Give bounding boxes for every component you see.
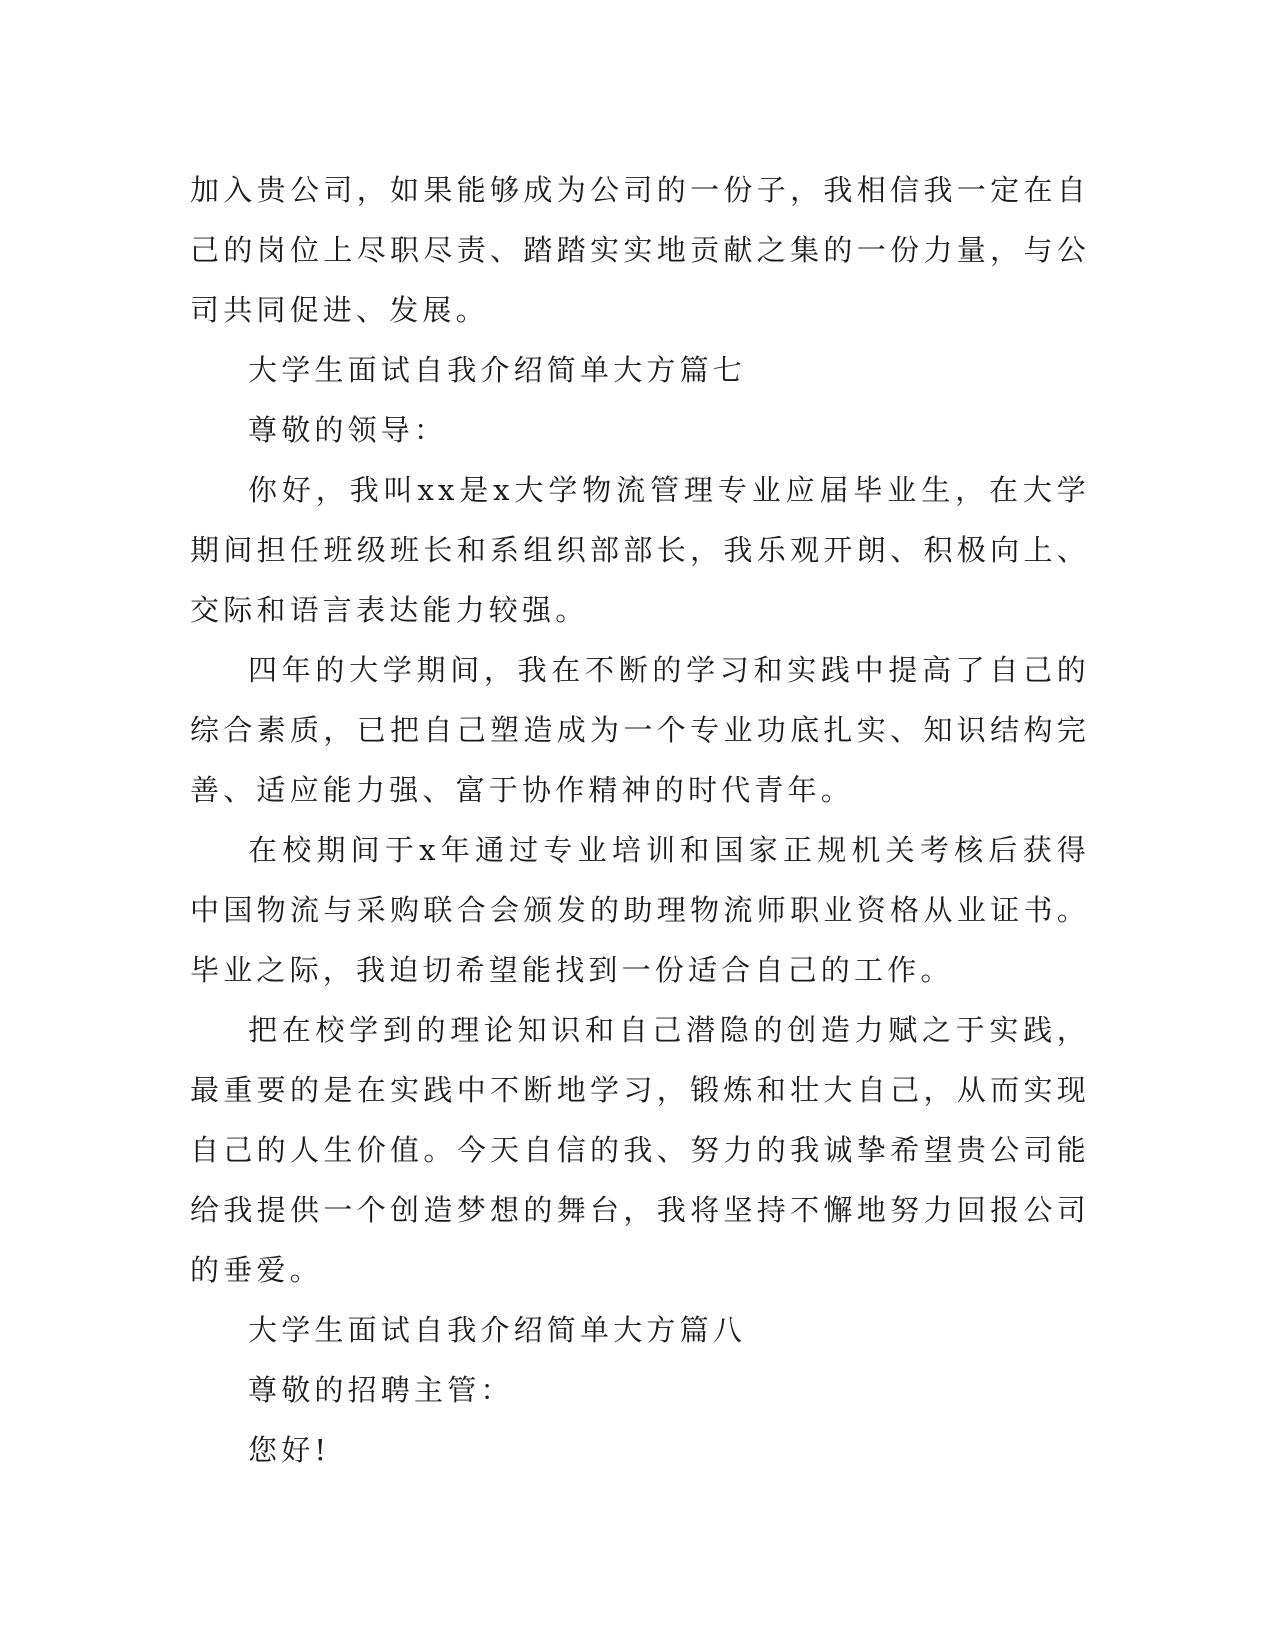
paragraph-aspiration: 把在校学到的理论知识和自己潜隐的创造力赋之于实践，最重要的是在实践中不断地学习，锻炼和壮大自己，从而实现自己的人生价值。今天自信的我、努力的我诚挚希望贵公司能给我提供一个创造梦想的舞台，我将坚持不懈地努力回报公司的垂爱。 [190,1013,1090,1287]
paragraph-intro: 你好，我叫xx是x大学物流管理专业应届毕业生，在大学期间担任班级班长和系组织部部长，我乐观开朗、积极向上、交际和语言表达能力较强。 [190,473,1090,627]
salutation-leader: 尊敬的领导： [248,413,448,447]
paragraph-certificate: 在校期间于x年通过专业培训和国家正规机关考核后获得中国物流与采购联合会颁发的助理物流师职业资格从业证书。毕业之际，我迫切希望能找到一份适合自己的工作。 [190,833,1090,987]
section-heading-7: 大学生面试自我介绍简单大方篇七 [248,353,747,387]
paragraph-continuation: 加入贵公司，如果能够成为公司的一份子，我相信我一定在自己的岗位上尽职尽责、踏踏实实地贡献之集的一份力量，与公司共同促进、发展。 [190,173,1090,327]
salutation-recruiter: 尊敬的招聘主管： [248,1373,514,1407]
greeting: 您好! [248,1433,331,1467]
section-heading-8: 大学生面试自我介绍简单大方篇八 [248,1313,747,1347]
paragraph-university: 四年的大学期间，我在不断的学习和实践中提高了自己的综合素质，已把自己塑造成为一个专业功底扎实、知识结构完善、适应能力强、富于协作精神的时代青年。 [190,653,1090,807]
document-page [190,160,1090,1480]
